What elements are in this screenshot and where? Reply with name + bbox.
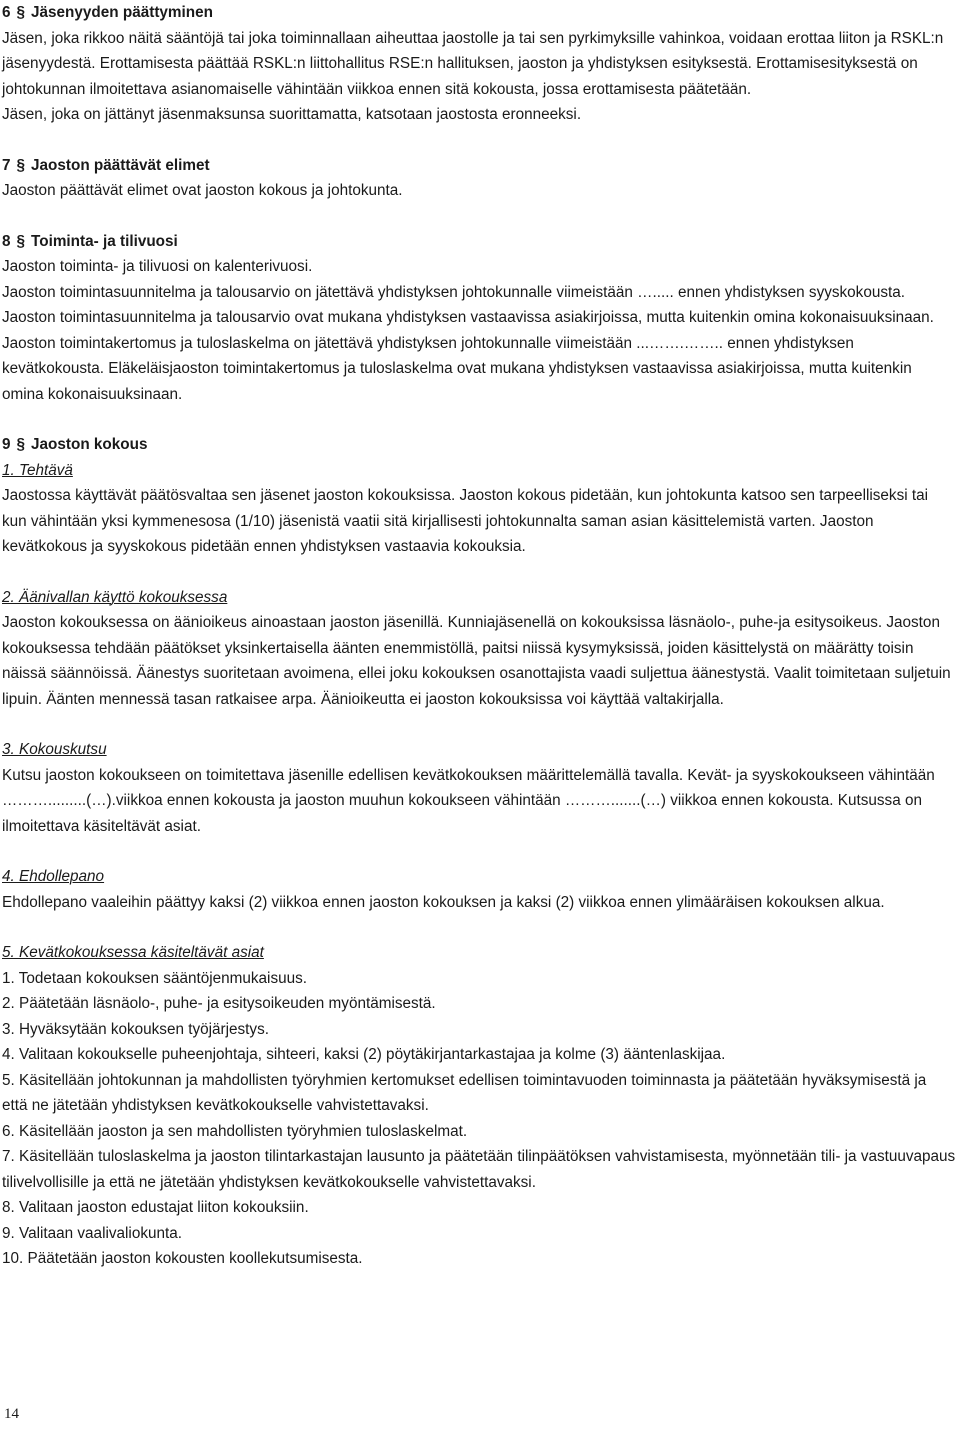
agenda-list — [2, 966, 956, 1272]
section-number: 6 — [2, 4, 11, 21]
paragraph: Kutsu jaoston kokoukseen on toimitettava jäsenille edellisen kevätkokouksen määrittelemällä tavalla. Kevät- ja syyskokoukseen vähintään ……….........(…).viikkoa ennen kokousta ja jaoston muuhun kokoukseen vähintään ……….......(…) viikkoa ennen kokousta. Kutsussa on ilmoitettava käsiteltävät asiat. — [2, 766, 935, 835]
section-sign: § — [16, 436, 26, 453]
section-number: 8 — [2, 232, 11, 250]
section-sign: § — [16, 4, 26, 21]
list-item: 10. Päätetään jaoston kokousten koollekutsumisesta. — [2, 1250, 363, 1267]
subsection-title: 5. Kevätkokouksessa käsiteltävät asiat — [2, 944, 264, 961]
section-heading — [2, 153, 956, 179]
subsection-title: 4. Ehdollepano — [2, 868, 105, 885]
paragraph: Ehdollepano vaaleihin päättyy kaksi (2) viikkoa ennen jaoston kokouksen ja kaksi (2) viikkoa ennen ylimääräisen kokouksen alkua. — [2, 893, 885, 911]
section-7 — [0, 153, 960, 204]
section-title: Toiminta- ja tilivuosi — [31, 232, 178, 250]
section-heading — [2, 229, 956, 255]
subsection-title: 3. Kokouskutsu — [2, 741, 107, 758]
section-number: 9 — [2, 436, 11, 453]
list-item: 4. Valitaan kokoukselle puheenjohtaja, sihteeri, kaksi (2) pöytäkirjantarkastajaa ja kolme (3) ääntenlaskijaa. — [2, 1046, 726, 1063]
section-title: Jaoston päättävät elimet — [31, 156, 210, 174]
section-title: Jaoston kokous — [31, 436, 148, 453]
list-item: 5. Käsitellään johtokunnan ja mahdollisten työryhmien kertomukset edellisen toimintavuoden toiminnasta ja päätetään hyväksymisestä ja että ne jätetään yhdistyksen kevätkokoukselle vahvistettavaksi. — [2, 1071, 927, 1114]
list-item: 6. Käsitellään jaoston ja sen mahdollisten työryhmien tuloslaskelmat. — [2, 1122, 468, 1140]
list-item: 7. Käsitellään tuloslaskelma ja jaoston tilintarkastajan lausunto ja päätetään tilinpäätöksen vahvistamisesta, myönnetään tili- ja vastuuvapaus tilivelvollisille ja että ne jätetään yhdistyksen kevätkokoukselle vahvistettavaksi. — [2, 1148, 956, 1191]
paragraph: Jäsen, joka rikkoo näitä sääntöjä tai joka toiminnallaan aiheuttaa jaostolle ja tai sen pyrkimyksille vahinkoa, voidaan erottaa liiton ja RSKL:n jäsenyydestä. Erottamisesta päättää RSKL:n liittohallitus RSE:n hallituksen, jaoston ja yhdistyksen esityksestä. Erottamisesityksestä on johtokunnan ilmoitettava asianomaiselle vähintään viikkoa ennen sitä kokousta, jossa erottamisesta päätetään. — [2, 29, 944, 98]
section-sign: § — [16, 156, 26, 174]
subsection-title: 1. Tehtävä — [2, 461, 73, 479]
subsection-title: 2. Äänivallan käyttö kokouksessa — [2, 588, 228, 606]
list-item: 2. Päätetään läsnäolo-, puhe- ja esitysoikeuden myöntämisestä. — [2, 995, 436, 1012]
paragraph: Jaoston toimintasuunnitelma ja talousarvio on jätettävä yhdistyksen johtokunnalle viimeistään …..... ennen yhdistyksen syyskokousta. Jaoston toimintasuunnitelma ja talousarvio ovat mukana yhdistyksen vastaavissa asiakirjoissa, mutta kuitenkin omina kokonaisuuksinaan. Jaoston toimintakertomus ja tuloslaskelma on jätettävä yhdistyksen johtokunnalle viimeistään ...…….…….. ennen yhdistyksen kevätkokousta. Eläkeläisjaoston toimintakertomus ja tuloslaskelma ovat mukana yhdistyksen vastaavissa asiakirjoissa, mutta kuitenkin omina kokonaisuuksinaan. — [2, 283, 934, 403]
page-number: 14 — [4, 1406, 19, 1422]
section-sign: § — [16, 232, 26, 250]
list-item: 9. Valitaan vaalivaliokunta. — [2, 1224, 182, 1242]
paragraph: Jäsen, joka on jättänyt jäsenmaksunsa suorittamatta, katsotaan jaostosta eronneeksi. — [2, 106, 582, 123]
section-8 — [0, 229, 960, 408]
section-6 — [0, 0, 960, 128]
section-number: 7 — [2, 156, 11, 174]
section-heading — [2, 0, 956, 26]
section-9 — [0, 432, 960, 1272]
paragraph: Jaoston kokouksessa on äänioikeus ainoastaan jaoston jäsenillä. Kunniajäsenellä on kokouksissa läsnäolo-, puhe-ja esitysoikeus. Jaoston kokouksessa tehdään päätökset yksinkertaisella äänten enemmistöllä, paitsi niissä kysymyksissä, joiden käsittelystä on määrätty toisin näissä säännöissä. Äänestys suoritetaan avoimena, ellei joku kokouksen osanottajista vaadi suljettua äänestystä. Vaalit toimitetaan suljetuin lipuin. Äänten mennessä tasan ratkaisee arpa. Äänioikeutta ei jaoston kokouksissa voi käyttää valtakirjalla. — [2, 614, 951, 708]
list-item: 1. Todetaan kokouksen sääntöjenmukaisuus. — [2, 969, 308, 987]
list-item: 3. Hyväksytään kokouksen työjärjestys. — [2, 1020, 269, 1038]
paragraph: Jaoston toiminta- ja tilivuosi on kalenterivuosi. — [2, 258, 313, 275]
section-title: Jäsenyyden päättyminen — [31, 4, 213, 21]
list-item: 8. Valitaan jaoston edustajat liiton kokouksiin. — [2, 1199, 309, 1216]
paragraph: Jaostossa käyttävät päätösvaltaa sen jäsenet jaoston kokouksissa. Jaoston kokous pidetään, kun johtokunta katsoo sen tarpeelliseksi tai kun vähintään yksi kymmenesosa (1/10) jäsenistä vaatii sitä kirjallisesti johtokunnalta saman asian käsittelemistä varten. Jaoston kevätkokous ja syyskokous pidetään ennen yhdistyksen vastaavia kokouksia. — [2, 487, 929, 555]
paragraph: Jaoston päättävät elimet ovat jaoston kokous ja johtokunta. — [2, 182, 403, 199]
section-heading — [2, 432, 956, 458]
